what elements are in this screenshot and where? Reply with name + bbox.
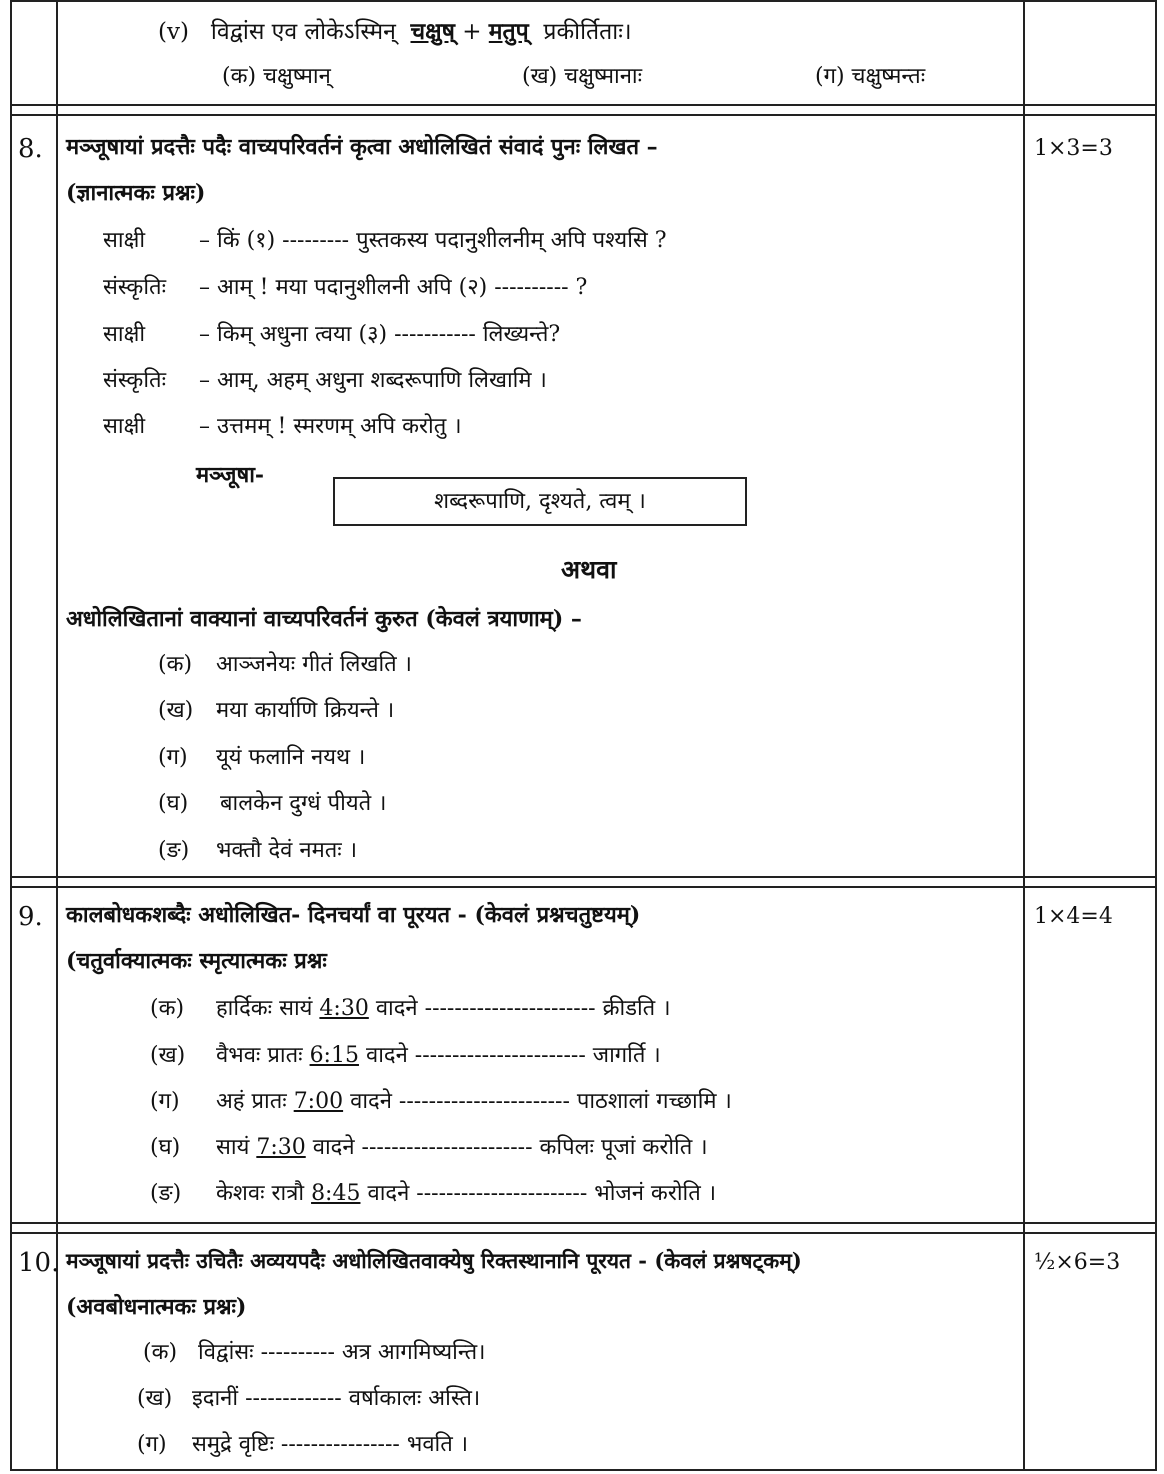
q7-option-a: (क) चक्षुष्मान् — [222, 64, 331, 89]
q9-item-text-end: वादने ----------------------- कपिलः पूजां करोति । — [305, 1135, 708, 1160]
row-divider — [10, 1232, 1155, 1234]
q8-line-1: – किं (१) --------- पुस्तकस्य पदानुशीलनीम् अपि पश्यसि ? — [199, 228, 667, 253]
q10-item-text: समुद्रे वृष्टिः ---------------- भवति । — [192, 1432, 469, 1457]
q9-item-text: हार्दिकः सायं — [216, 996, 320, 1021]
q8-alt-item-text: भक्तौ देवं नमतः । — [216, 838, 358, 863]
q8-number: 8. — [18, 134, 43, 164]
q9-marks: 1×4=4 — [1034, 904, 1113, 929]
q8-alt-item-label: (घ) — [158, 791, 189, 816]
q9-number: 9. — [18, 902, 43, 932]
q8-alt-item-text: आञ्जनेयः गीतं लिखति । — [216, 652, 413, 677]
q9-item — [216, 996, 671, 1022]
q10-question-type: (अवबोधनात्मकः प्रश्नः) — [66, 1294, 247, 1320]
q9-item-text: वैभवः प्रातः — [216, 1043, 310, 1068]
q9-item-time: 4:30 — [319, 996, 369, 1021]
table-right-border — [1155, 0, 1157, 1471]
q8-manjusha-box — [333, 477, 747, 526]
q8-speaker-5: साक्षी — [103, 414, 146, 439]
q9-item-text-end: वादने ----------------------- भोजनं करोति । — [360, 1181, 717, 1206]
row-divider — [10, 876, 1155, 878]
q9-item-text: सायं — [216, 1135, 257, 1160]
q9-item-label: (घ) — [150, 1135, 181, 1160]
q8-speaker-1: साक्षी — [103, 228, 146, 253]
q9-item-label: (क) — [150, 996, 185, 1021]
q7-word-2: मतुप् — [488, 18, 529, 45]
q7-item-number: (v) — [158, 19, 189, 45]
q8-alt-item-text: यूयं फलानि नयथ । — [216, 745, 366, 770]
row-divider — [10, 104, 1155, 106]
row-divider — [10, 1222, 1155, 1224]
q10-instruction: मञ्जूषायां प्रदत्तैः उचितैः अव्ययपदैः अधोलिखितवाक्येषु रिक्तस्थानानि पूरयत - (केवलं प्रश्नषट्कम्) — [66, 1248, 802, 1273]
q10-number: 10. — [18, 1248, 60, 1278]
marks-column-divider — [1023, 0, 1025, 1471]
table-top-border — [10, 0, 1155, 2]
q8-instruction: मञ्जूषायां प्रदत्तैः पदैः वाच्यपरिवर्तनं कृत्वा अधोलिखितं संवादं पुनः लिखत – — [66, 134, 658, 160]
table-bottom-border — [10, 1469, 1155, 1471]
q9-item-time: 8:45 — [311, 1181, 361, 1206]
q8-line-2: – आम् ! मया पदानुशीलनी अपि (२) ---------- ? — [199, 275, 588, 300]
q9-item-label: (ग) — [150, 1089, 180, 1114]
q9-item-time: 6:15 — [309, 1043, 359, 1068]
q9-item-text-end: वादने ----------------------- जागर्ति । — [358, 1043, 661, 1068]
q9-item — [216, 1089, 732, 1115]
q9-item — [216, 1181, 716, 1207]
q9-item-text-end: वादने ----------------------- क्रीडति । — [368, 996, 671, 1021]
q8-or-heading: अथवा — [561, 555, 617, 584]
q9-item-text: अहं प्रातः — [216, 1089, 294, 1114]
q8-alt-item-label: (ख) — [158, 698, 194, 723]
q8-speaker-4: संस्कृतिः — [103, 368, 167, 393]
q8-alt-instruction: अधोलिखितानां वाक्यानां वाच्यपरिवर्तनं कुरुत (केवलं त्रयाणाम्) – — [66, 606, 582, 632]
q7-item-text-end: प्रकीर्तिताः। — [543, 19, 632, 45]
row-divider — [10, 114, 1155, 116]
q8-speaker-3: साक्षी — [103, 322, 146, 347]
q9-item-text: केशवः रात्रौ — [216, 1181, 312, 1206]
q7-option-c: (ग) चक्षुष्मन्तः — [815, 64, 926, 89]
q10-item-label: (ग) — [137, 1432, 167, 1457]
q7-option-b: (ख) चक्षुष्मानाः — [522, 64, 643, 89]
q7-word-1: चक्षुष् — [410, 18, 455, 45]
q9-item — [216, 1135, 708, 1161]
q9-item-label: (ङ) — [150, 1181, 182, 1206]
q9-instruction: कालबोधकशब्दैः अधोलिखित- दिनचर्यां वा पूरयत - (केवलं प्रश्नचतुष्टयम्) — [66, 902, 641, 928]
q10-marks: ½×6=3 — [1034, 1250, 1121, 1275]
q9-item — [216, 1043, 661, 1069]
q8-alt-item-text: मया कार्याणि क्रियन्ते । — [216, 698, 395, 723]
q10-item-label: (ख) — [137, 1386, 173, 1411]
q8-question-type: (ज्ञानात्मकः प्रश्नः) — [66, 180, 206, 206]
q9-item-label: (ख) — [150, 1043, 186, 1068]
q8-line-5: – उत्तमम् ! स्मरणम् अपि करोतु । — [199, 414, 462, 439]
q8-speaker-2: संस्कृतिः — [103, 275, 167, 300]
q8-line-4: – आम्, अहम् अधुना शब्दरूपाणि लिखामि । — [199, 368, 547, 393]
q8-manjusha-words: शब्दरूपाणि, दृश्यते, त्वम् । — [434, 489, 646, 514]
q8-alt-item-text: बालकेन दुग्धं पीयते । — [220, 791, 387, 816]
q10-item-label: (क) — [143, 1340, 178, 1365]
table-left-border — [10, 0, 12, 1471]
q10-item-text: इदानीं ------------- वर्षाकालः अस्ति। — [192, 1386, 481, 1411]
q9-item-time: 7:00 — [293, 1089, 344, 1114]
q10-item-text: विद्वांसः ---------- अत्र आगमिष्यन्ति। — [198, 1340, 486, 1365]
q8-line-3: – किम् अधुना त्वया (३) ----------- लिख्यन्ते? — [199, 322, 561, 347]
q9-item-text-end: वादने ----------------------- पाठशालां गच्छामि । — [343, 1089, 732, 1114]
q8-alt-item-label: (ङ) — [158, 838, 190, 863]
q8-alt-item-label: (क) — [158, 652, 193, 677]
q8-manjusha-label: मञ्जूषा- — [196, 462, 265, 488]
q7-item-text: विद्वांस एव लोकेऽस्मिन् — [210, 19, 396, 45]
q9-item-time: 7:30 — [256, 1135, 306, 1160]
row-divider — [10, 886, 1155, 888]
q9-question-type: (चतुर्वाक्यात्मकः स्मृत्यात्मकः प्रश्नः — [66, 948, 327, 974]
q7-plus: + — [462, 19, 482, 45]
q7-item-v — [158, 18, 632, 47]
q8-alt-item-label: (ग) — [158, 745, 188, 770]
q8-marks: 1×3=3 — [1034, 136, 1113, 161]
